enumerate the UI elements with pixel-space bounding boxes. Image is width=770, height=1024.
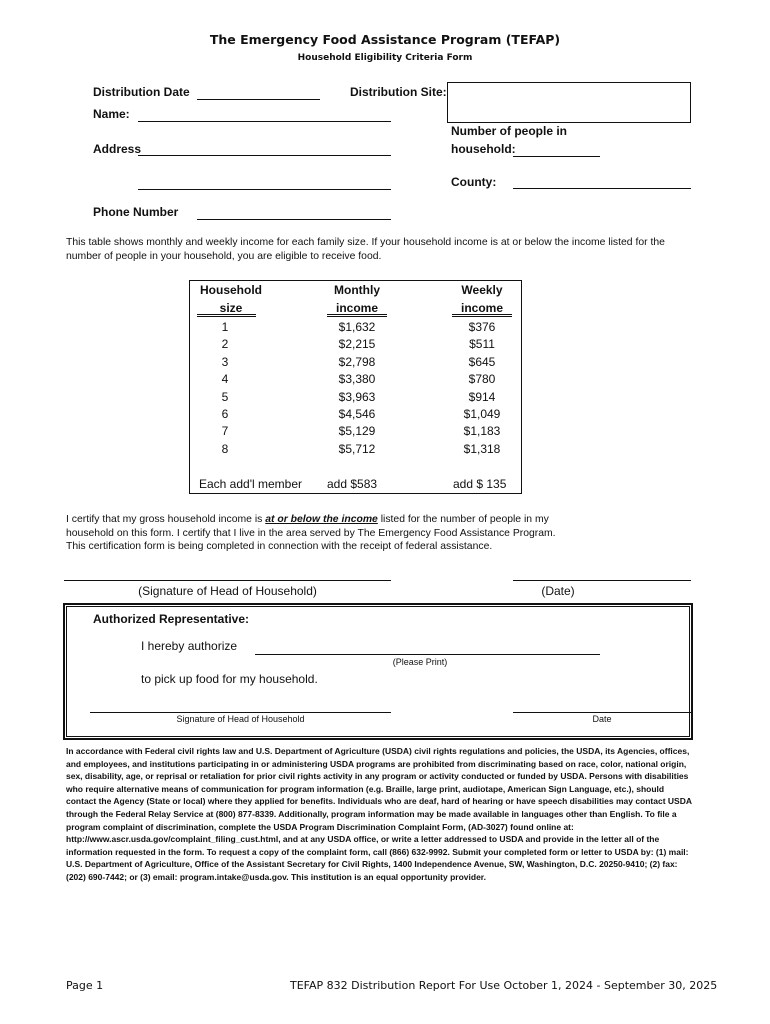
- row-weekly: $645: [468, 354, 496, 369]
- row-weekly: $1,049: [463, 407, 501, 422]
- header-household: Household: [200, 283, 262, 297]
- distribution-date-field[interactable]: [197, 99, 320, 100]
- certification-text: [66, 513, 566, 554]
- header-size: size: [219, 301, 243, 315]
- auth-signature-field[interactable]: [90, 712, 391, 713]
- address-field-line2[interactable]: [138, 189, 391, 190]
- header-monthly: Monthly: [334, 283, 380, 297]
- address-field-line1[interactable]: [138, 155, 391, 156]
- column-size: [190, 319, 260, 458]
- distribution-date-label: Distribution Date: [93, 85, 190, 99]
- intro-text: This table shows monthly and weekly income for each family size. If your household income is at or below the income listed for the number of people in your household, you are eligible to receive food.: [66, 237, 665, 262]
- row-monthly: $2,215: [338, 337, 376, 352]
- civil-rights-disclaimer: In accordance with Federal civil rights law and U.S. Department of Agriculture (USDA) civil rights regulations and policies, the USDA, its Agencies, offices, and employees, and institutions participating in or administering USDA programs are prohibited from discriminating based on race, color, national origin, sex, disability, age, or reprisal or retaliation for prior civil rights activity in any program or activity conducted or funded by USDA. Persons with disabilities who require alternative means of communication for program information (e.g. Braille, large print, audiotape, American Sign Language, etc.), should contact the Agency (State or local) where they applied for benefits. Individuals who are deaf, hard of hearing or have speech disabilities may contact USDA through the Federal Relay Service at (800) 877-8339. Additionally, program information may be made available in languages other than English. To file a program complaint of discrimination, complete the USDA Program Discrimination Complaint Form, (AD-3027) found online at: http://www.ascr.usda.gov/complaint_filing_cust.html, and at any USDA office, or write a letter addressed to USDA and provide in the letter all of the information requested in the form. To request a copy of the complaint form, call (866) 632-9992. Submit your completed form or letter to USDA by: (1) mail: U.S. Department of Agriculture, Office of the Assistant Secretary for Civil Rights, 1400 Independence Avenue, SW, Washington, D.C. 20250-9410; (2) fax: (202) 690-7442; or (3) email: program.intake@usda.gov. This institution is an equal opportunity provider.: [66, 746, 692, 882]
- auth-signature-label: Signature of Head of Household: [176, 714, 305, 724]
- num-people-label-line2: household:: [451, 142, 516, 156]
- county-label: County:: [451, 175, 497, 189]
- address-label: Address: [93, 142, 142, 156]
- additional-monthly: add $583: [327, 477, 378, 491]
- row-size: 4: [221, 372, 229, 387]
- distribution-site-field[interactable]: [447, 82, 691, 123]
- row-weekly: $1,183: [463, 424, 501, 439]
- additional-member-label: Each add'l member: [199, 477, 303, 491]
- row-monthly: $4,546: [338, 407, 376, 422]
- header-monthly-income: income: [335, 301, 378, 315]
- head-signature-field[interactable]: [64, 580, 391, 581]
- report-footer: TEFAP 832 Distribution Report For Use October 1, 2024 - September 30, 2025: [290, 979, 718, 992]
- authorized-rep-title: Authorized Representative:: [93, 612, 250, 626]
- row-weekly: $511: [469, 337, 495, 352]
- num-people-label-line1: Number of people in: [451, 124, 568, 138]
- row-monthly: $1,632: [338, 320, 376, 334]
- form-subtitle: Household Eligibility Criteria Form: [297, 53, 473, 63]
- column-monthly: [320, 319, 394, 458]
- row-size: 1: [221, 320, 229, 334]
- header-weekly: Weekly: [461, 283, 503, 297]
- pickup-text: to pick up food for my household.: [141, 672, 318, 686]
- form-title: The Emergency Food Assistance Program (TEFAP): [209, 32, 561, 47]
- authorize-text: I hereby authorize: [141, 639, 238, 653]
- header-underline-monthly: [327, 314, 387, 317]
- row-weekly: $914: [468, 389, 496, 404]
- county-field[interactable]: [513, 188, 691, 189]
- name-label: Name:: [93, 107, 130, 121]
- row-monthly: $3,963: [338, 389, 376, 404]
- auth-date-field[interactable]: [513, 712, 691, 713]
- certification-part1: I certify that my gross household income is: [66, 514, 266, 525]
- header-underline-size: [197, 314, 256, 317]
- column-weekly: [445, 319, 519, 458]
- distribution-site-label: Distribution Site:: [350, 85, 447, 99]
- head-signature-label: (Signature of Head of Household): [138, 584, 317, 598]
- certification-emphasis: at or below the income: [265, 514, 378, 525]
- phone-field[interactable]: [197, 219, 391, 220]
- row-monthly: $5,129: [338, 424, 376, 439]
- row-size: 5: [221, 389, 229, 404]
- signature-date-field[interactable]: [513, 580, 691, 581]
- row-size: 2: [221, 337, 229, 352]
- row-monthly: $3,380: [338, 372, 376, 387]
- row-size: 3: [221, 354, 229, 369]
- header-underline-weekly: [452, 314, 512, 317]
- row-weekly: $376: [468, 320, 496, 334]
- name-field[interactable]: [138, 121, 391, 122]
- row-monthly: $5,712: [338, 441, 376, 456]
- phone-label: Phone Number: [93, 205, 179, 219]
- row-size: 6: [221, 407, 229, 422]
- row-monthly: $2,798: [338, 354, 376, 369]
- header-weekly-income: income: [460, 301, 503, 315]
- income-table: [189, 280, 522, 494]
- row-size: 7: [221, 424, 229, 439]
- certification-part2: listed for the number of people in my household on this form. I certify that I live in the area served by The Emergency Food Assistance Program. This certification form is being completed in connection with the receipt of federal assistance.: [66, 514, 556, 552]
- representative-name-field[interactable]: [255, 654, 600, 655]
- please-print-label: (Please Print): [392, 657, 448, 667]
- signature-date-label: (Date): [541, 584, 575, 598]
- row-size: 8: [221, 441, 229, 456]
- row-weekly: $780: [468, 372, 496, 387]
- page-number: Page 1: [66, 979, 104, 992]
- num-people-field[interactable]: [513, 156, 600, 157]
- auth-date-label: Date: [592, 714, 612, 724]
- additional-weekly: add $ 135: [453, 477, 507, 491]
- row-weekly: $1,318: [463, 441, 501, 456]
